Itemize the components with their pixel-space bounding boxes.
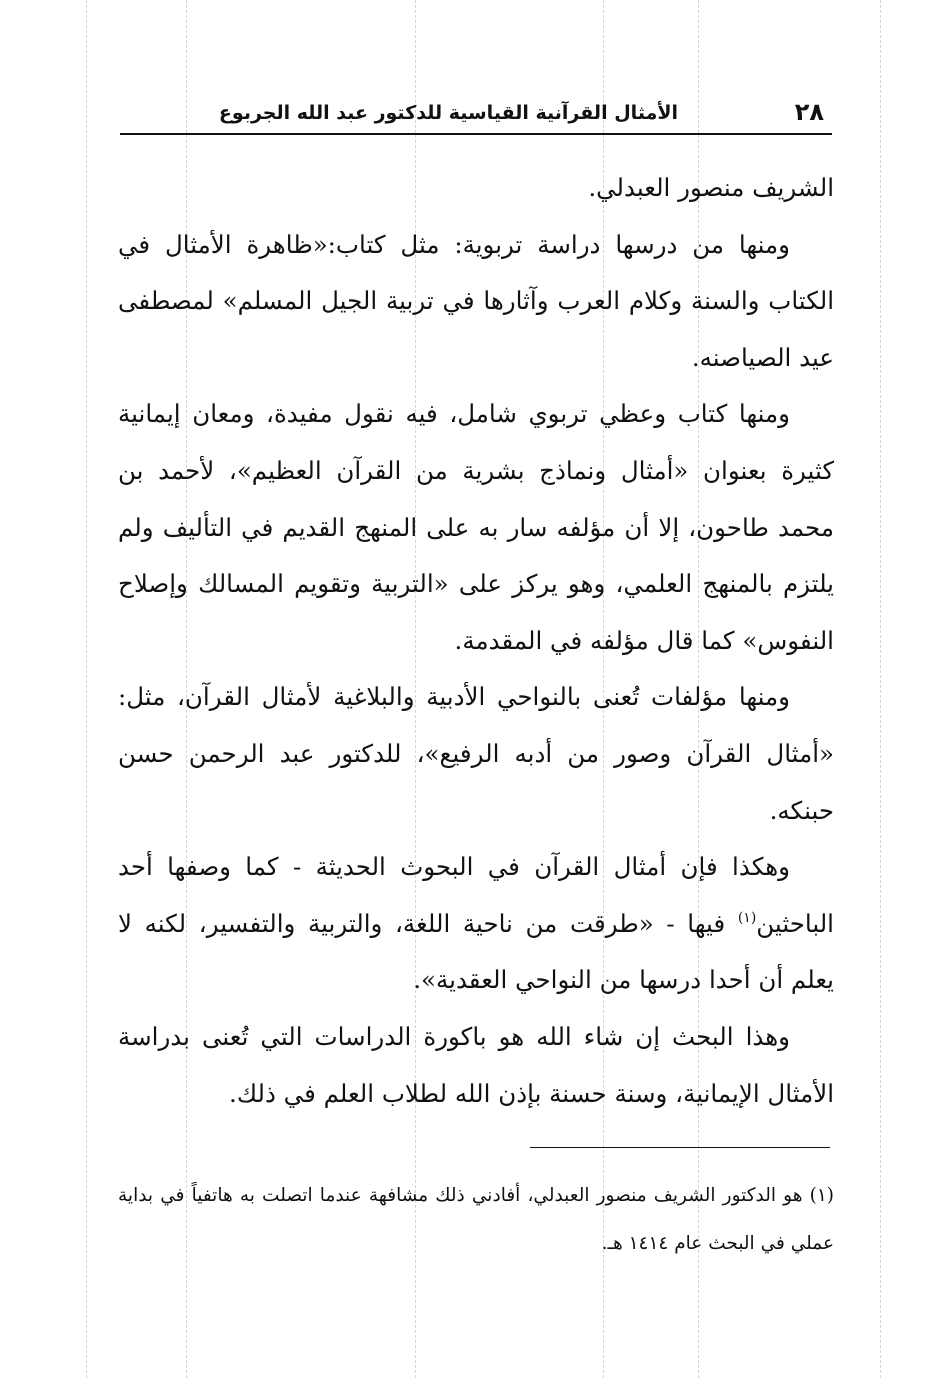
paragraph-5-start: وهكذا فإن أمثال القرآن في البحوث الحديثة - كما وصفها أحد الباحثين [118,852,834,938]
paragraph-4: ومنها مؤلفات تُعنى بالنواحي الأدبية والبلاغية لأمثال القرآن، مثل: «أمثال القرآن وصور من أدبه الرفيع»، للدكتور عبد الرحمن حسن حبنكه. [118,682,834,825]
paragraph-5-end: فيها - «طرقت من ناحية اللغة، والتربية والتفسير، لكنه لا يعلم أن أحدا درسها من النواحي العقدية». [118,908,834,995]
footnote-1: (١) هو الدكتور الشريف منصور العبدلي، أفادني ذلك مشافهة عندما اتصلت به هاتفياً في بداية عملي في البحث عام ١٤١٤ هـ. [118,1185,834,1254]
paragraph-3: ومنها كتاب وعظي تربوي شامل، فيه نقول مفيدة، ومعان إيمانية كثيرة بعنوان «أمثال ونماذج بشرية من القرآن العظيم»، لأحمد بن محمد طاحون، إلا أن مؤلفه سار به على المنهج القديم في التأليف ولم يلتزم بالمنهج العلمي، وهو يركز على «التربية وتقويم المسالك وإصلاح النفوس» كما قال مؤلفه في المقدمة. [118,399,834,655]
paragraph-2: ومنها من درسها دراسة تربوية: مثل كتاب:«ظاهرة الأمثال في الكتاب والسنة وكلام العرب وآثارها في تربية الجيل المسلم» لمصطفى عيد الصياصنه. [118,229,834,372]
scan-guide-line [880,0,881,1378]
paragraph-1: الشريف منصور العبدلي. [588,173,834,202]
body-text [118,160,834,1122]
footnotes [118,1172,834,1268]
footnote-reference[interactable]: (١) [737,909,757,926]
paragraph-5 [118,839,834,1009]
page-number: ٢٨ [794,98,824,126]
header-rule [120,133,832,135]
paragraph-6: وهذا البحث إن شاء الله هو باكورة الدراسات التي تُعنى بدراسة الأمثال الإيمانية، وسنة حسنة بإذن الله لطلاب العلم في ذلك. [118,1021,834,1108]
scan-guide-line [86,0,87,1378]
footnote-separator [530,1147,830,1148]
running-title: الأمثال القرآنية القياسية للدكتور عبد الله الجربوع [218,102,678,124]
page-header [120,92,832,132]
